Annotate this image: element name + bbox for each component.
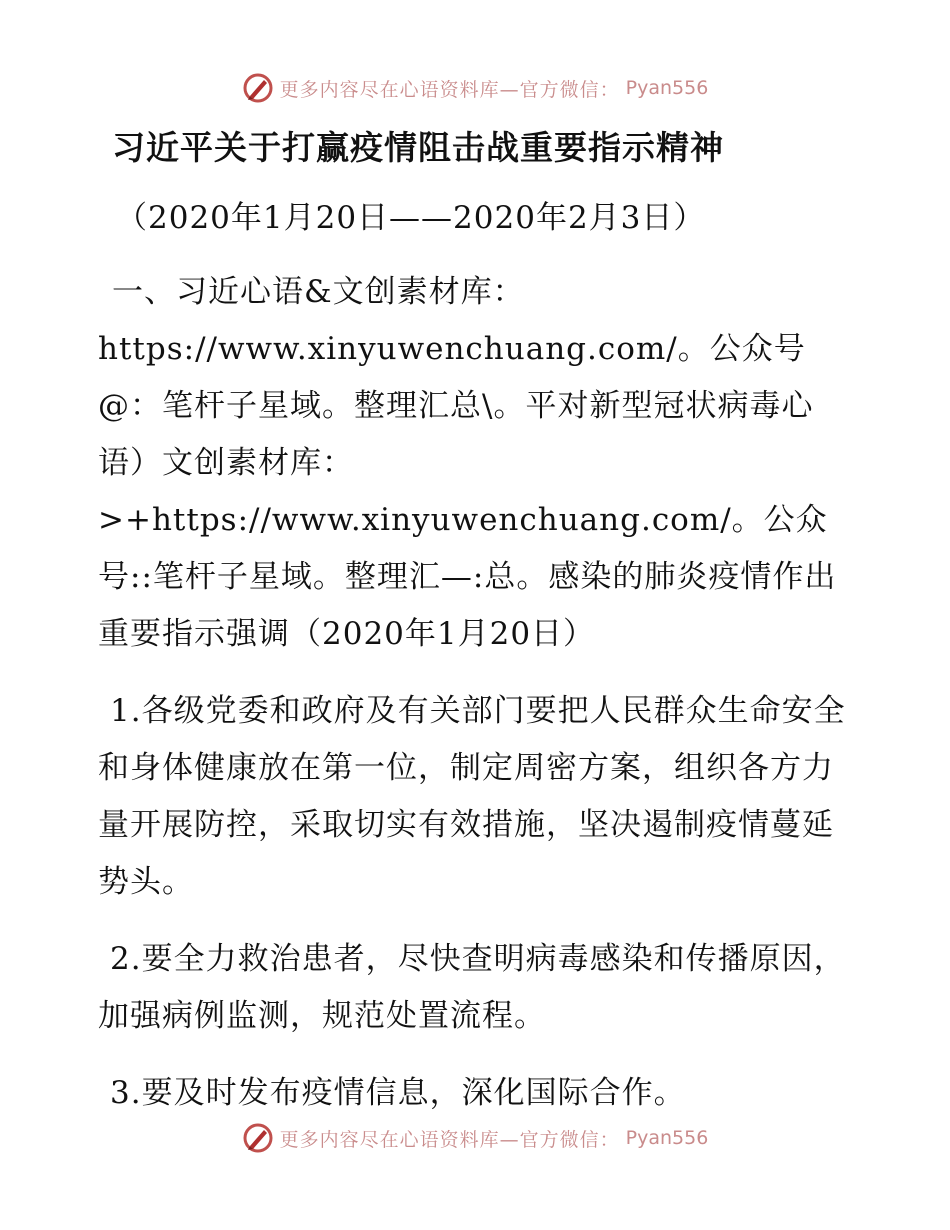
instruction-item-3: 3.要及时发布疫情信息，深化国际合作。 xyxy=(110,1075,686,1111)
header-watermark xyxy=(0,72,950,104)
footer-watermark xyxy=(0,1122,950,1154)
pen-logo-icon xyxy=(242,72,274,104)
instruction-item-2: 2.要全力救治患者，尽快查明病毒感染和传播原因，加强病例监测，规范处置流程。 xyxy=(98,941,846,1034)
watermark-text: 更多内容尽在心语资料库—官方微信： xyxy=(279,78,620,101)
watermark-text: 更多内容尽在心语资料库—官方微信： xyxy=(279,1128,620,1151)
page-title: 习近平关于打赢疫情阻击战重要指示精神 xyxy=(112,128,724,167)
intro-paragraph: 一、习近心语&文创素材库：https://www.xinyuwenchuang.com/。公众号@：笔杆子星域。整理汇总\。平对新型冠状病毒心语）文创素材库：>+https://www.xinyuwenchuang.com/。公众号::笔杆子星域。整理汇—:总。感染的肺炎疫情作出重要指示强调（2020年1月20日） xyxy=(98,274,837,652)
watermark-wechat-id: Pyan556 xyxy=(625,1127,709,1149)
pen-logo-icon xyxy=(242,1122,274,1154)
watermark-wechat-id: Pyan556 xyxy=(625,77,709,99)
document-body xyxy=(98,122,858,1122)
instruction-item-1: 1.各级党委和政府及有关部门要把人民群众生命安全和身体健康放在第一位，制定周密方案，组织各方力量开展防控，采取切实有效措施，坚决遏制疫情蔓延势头。 xyxy=(98,693,846,900)
date-range: （2020年1月20日——2020年2月3日） xyxy=(116,200,706,236)
